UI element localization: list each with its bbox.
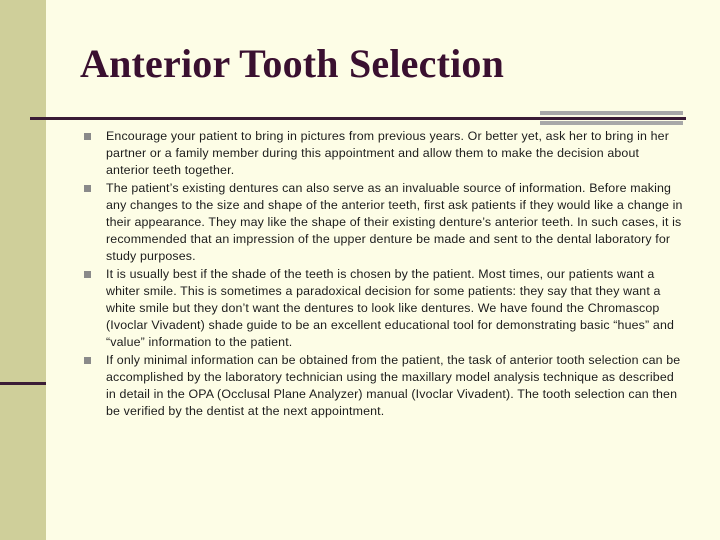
title-rule-accent-top: [540, 111, 683, 115]
bullet-item: [80, 266, 685, 352]
bullet-text: Encourage your patient to bring in pictures from previous years. Or better yet, ask her to bring in her partner or a family member during this appointment and allow them to make the decision about anterior teeth together.: [106, 129, 669, 178]
bullet-item: [80, 180, 685, 266]
square-bullet-icon: [84, 357, 91, 364]
square-bullet-icon: [84, 133, 91, 140]
title-rule: [30, 117, 686, 120]
side-bar: [0, 0, 46, 540]
side-bar-accent: [0, 382, 46, 385]
bullet-text: The patient’s existing dentures can also serve as an invaluable source of information. Before making any changes to the size and shape of the anterior teeth, first ask patients if they would like a change in their appearance. They may like the shape of their existing denture’s anterior teeth. In such cases, it is recommended that an impression of the upper denture be made and sent to the dental laboratory for study purposes.: [106, 180, 683, 264]
bullet-list: [80, 128, 685, 420]
bullet-text: It is usually best if the shade of the teeth is chosen by the patient. Most times, our patients want a whiter smile. This is sometimes a paradoxical decision for some patients: they say that they want a white smile but they don’t want the dentures to look like dentures. We have found the Chromascop (Ivoclar Vivadent) shade guide to be an excellent educational tool for demonstrating basic “hues” and “value” information to the patient.: [106, 266, 675, 350]
square-bullet-icon: [84, 185, 91, 192]
square-bullet-icon: [84, 271, 91, 278]
title-rule-accent-bottom: [540, 121, 683, 125]
bullet-item: [80, 352, 685, 421]
bullet-text: If only minimal information can be obtained from the patient, the task of anterior tooth selection can be accomplished by the laboratory technician using the maxillary model analysis technique as described in detail in the OPA (Occlusal Plane Analyzer) manual (Ivoclar Vivadent). The tooth selection can then be verified by the dentist at the next appointment.: [106, 352, 681, 419]
bullet-item: [80, 128, 685, 180]
slide-title: Anterior Tooth Selection: [80, 41, 505, 86]
